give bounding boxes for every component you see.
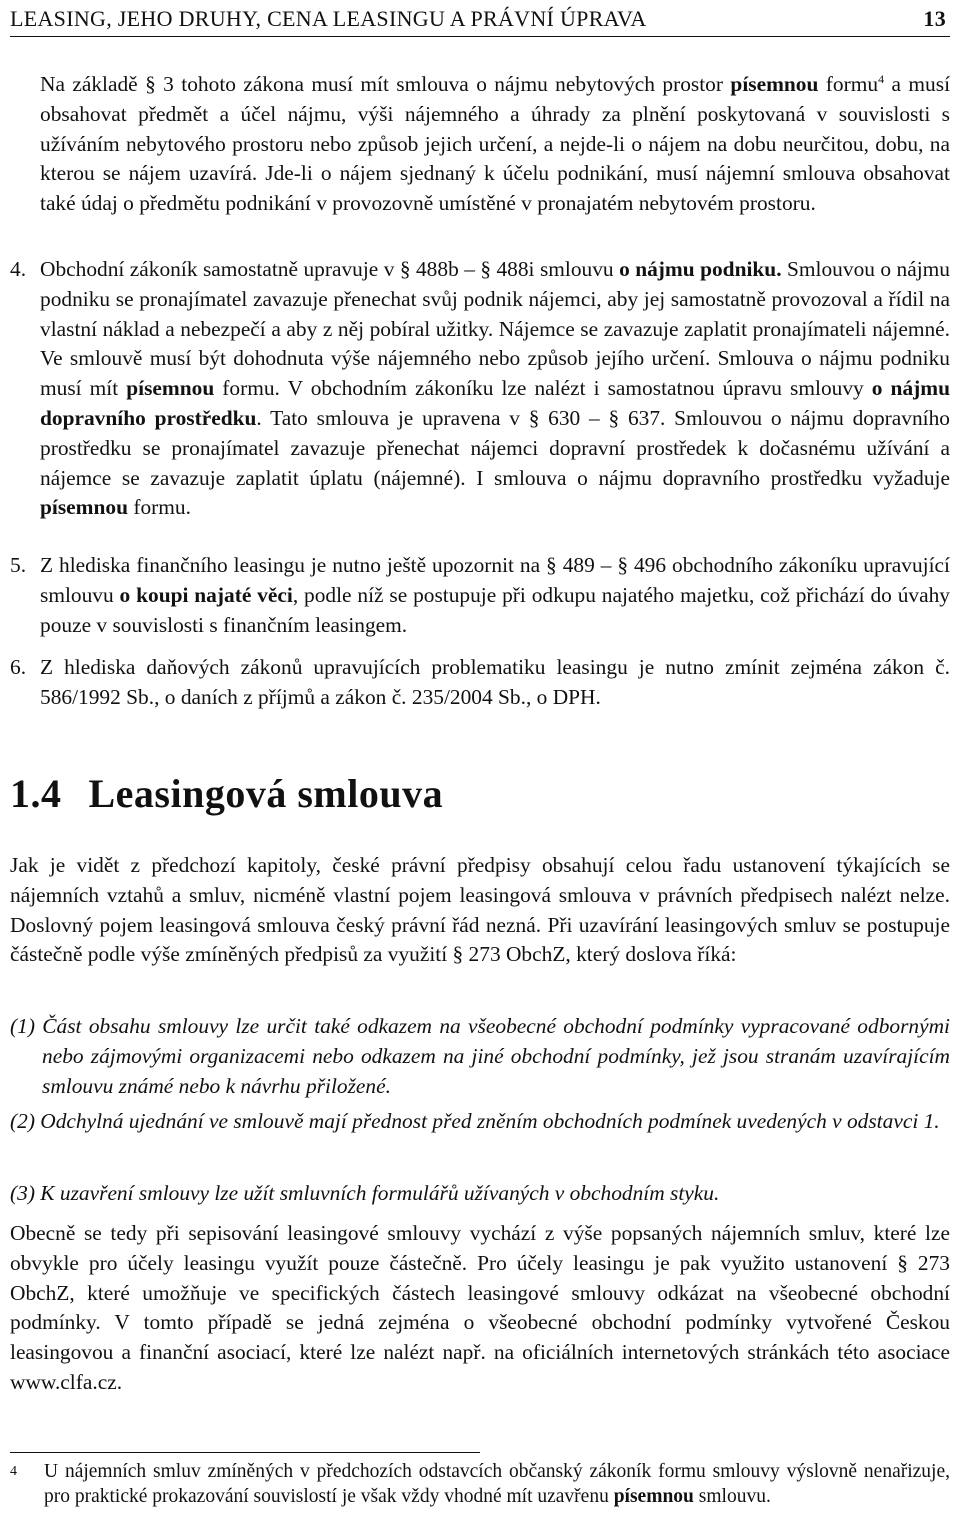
- intro-paragraph: Jak je vidět z předchozí kapitoly, české právní předpisy obsahují celou řadu ustanovení týkajících se nájemních vztahů a smluv, nicméně vlastní pojem leasingová smlouva v právních předpisech nalézt nelze. Doslovný pojem leasingová smlouva český právní řád nezná. Při uzavírání leasingových smluv se postupuje částečně podle výše zmíněných předpisů za využití § 273 ObchZ, který doslova říká:: [10, 853, 950, 967]
- list-item-4: [10, 255, 950, 523]
- list-item-number: 6.: [10, 655, 27, 679]
- closing-paragraph: Obecně se tedy při sepisování leasingové smlouvy vychází z výše popsaných nájemních smluv, které lze obvykle pro účely leasingu využít pouze částečně. Pro účely leasingu je pak využito ustanovení § 273 ObchZ, které umožňuje ve specifických částech leasingové smlouvy odkázat na všeobecné obchodní podmínky. V tomto případě se jedná zejména o všeobecné obchodní podmínky vytvořené Českou leasingovou a finanční asociací, které lze nalézt např. na oficiálních internetových stránkách této asociace www.clfa.cz.: [10, 1221, 950, 1394]
- footnote-number: 4: [10, 1464, 17, 1479]
- quote-item-2: (2) Odchylná ujednání ve smlouvě mají přednost před zněním obchodních podmínek uvedených v odstavci 1.: [10, 1109, 940, 1133]
- section-title: Leasingová smlouva: [88, 771, 444, 816]
- running-header-title: LEASING, JEHO DRUHY, CENA LEASINGU A PRÁVNÍ ÚPRAVA: [10, 6, 647, 31]
- list-item-text: Z hlediska daňových zákonů upravujících problematiku leasingu je nutno zmínit zejména zákon č. 586/1992 Sb., o daních z příjmů a zákon č. 235/2004 Sb., o DPH.: [40, 655, 950, 709]
- list-item-number: 4.: [10, 257, 27, 281]
- list-item-number: 5.: [10, 553, 27, 577]
- section-heading: [10, 770, 443, 817]
- footnote-divider: [10, 1452, 480, 1453]
- list-item-6: [10, 653, 950, 713]
- list-item-text: Z hlediska finančního leasingu je nutno ještě upozornit na § 489 – § 496 obchodního zákoníku upravující smlouvu o koupi najaté věci, podle níž se postupuje při odkupu najatého majetku, což přichází do úvahy pouze v souvislosti s finančním leasingem.: [40, 553, 950, 637]
- footnote-text: U nájemních smluv zmíněných v předchozích odstavcích občanský zákoník formu smlouvy výslovně nenařizuje, pro praktické prokazování souvislostí je však vždy vhodné mít uzavřenu písemnou smlouvu.: [44, 1461, 950, 1507]
- quote-item-1: (1) Část obsahu smlouvy lze určit také odkazem na všeobecné obchodní podmínky vypracované odbornými nebo zájmovými organizacemi nebo odkazem na jiné obchodní podmínky, jež jsou stranám uzavírajícím smlouvu známé nebo k návrhu přiložené.: [10, 1014, 950, 1098]
- quote-item-3: (3) K uzavření smlouvy lze užít smluvních formulářů užívaných v obchodním styku.: [10, 1181, 720, 1205]
- list-item-text: Obchodní zákoník samostatně upravuje v § 488b – § 488i smlouvu o nájmu podniku. Smlouvou o nájmu podniku se pronajímatel zavazuje přenechat svůj podnik nájemci, aby jej samostatně provozoval a řídil na vlastní náklad a nebezpečí a aby z něj pobíral užitky. Nájemce se zavazuje zaplatit pronajímateli nájemné. Ve smlouvě musí být dohodnuta výše nájemného nebo způsob jejího určení. Smlouva o nájmu podniku musí mít písemnou formu. V obchodním zákoníku lze nalézt i samostatnou úpravu smlouvy o nájmu dopravního prostředku. Tato smlouva je upravena v § 630 – § 637. Smlouvou o nájmu dopravního prostředku se pronajímatel zavazuje přenechat nájemci dopravní prostředek k dočasnému užívání a nájemce se zavazuje zaplatit úplatu (nájemné). I smlouva o nájmu dopravního prostředku vyžaduje písemnou formu.: [40, 257, 950, 520]
- section-number: 1.4: [10, 771, 62, 816]
- footnote: [10, 1460, 950, 1509]
- list-item-5: [10, 551, 950, 640]
- paragraph-section-3: Na základě § 3 tohoto zákona musí mít smlouva o nájmu nebytových prostor písemnou formu$^4$ a musí obsahovat předmět a účel nájmu, výši nájemného a úhrady za plnění poskytovaná v souvislosti s užíváním nebytového prostoru nebo způsob jejich určení, a nejde-li o nájem na dobu neurčitou, dobu, na kterou se nájem uzavírá. Jde-li o nájem sjednaný k účelu podnikání, musí nájemní smlouva obsahovat také údaj o předmětu podnikání v provozovně umístěné v pronajatém nebytovém prostoru.: [40, 71, 951, 216]
- page-number: 13: [923, 6, 946, 31]
- footnote-reference: 4: [878, 71, 885, 86]
- running-header: [10, 2, 950, 37]
